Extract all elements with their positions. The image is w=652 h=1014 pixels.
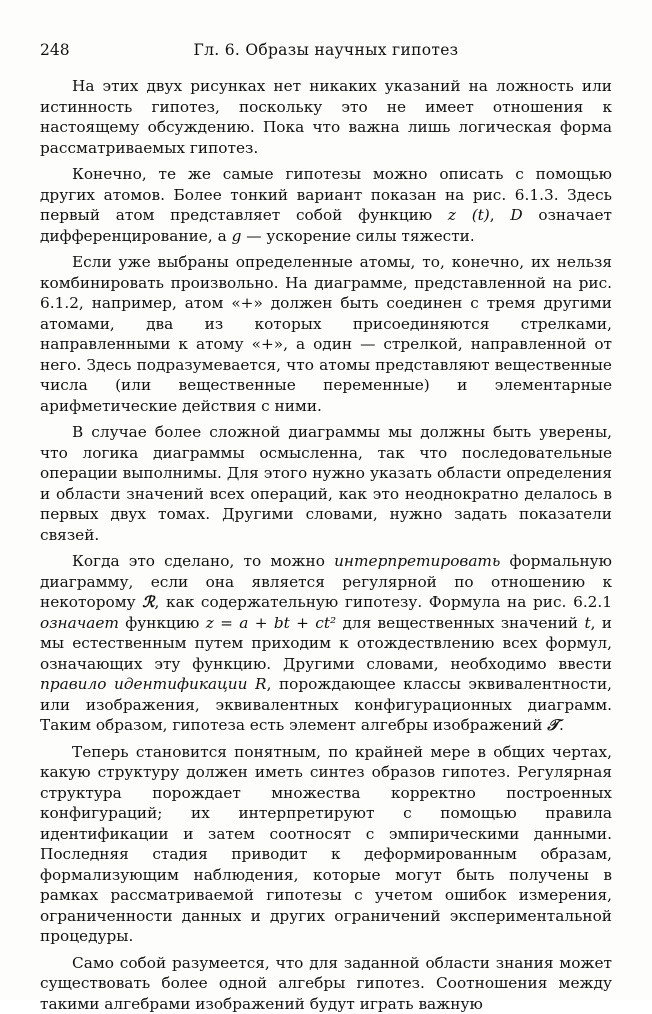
math-d: D xyxy=(510,206,522,224)
paragraph-5-text-3: , как содержательную гипотезу. Формула на рис. 6.2.1 xyxy=(154,593,612,611)
paragraph-3: Если уже выбраны определенные атомы, то, конечно, их нельзя комбинировать произвольно. На диаграмме, представленной на рис. 6.1.2, например, атом «+» должен быть соединен с тремя другими атомами, два из которых присоединяются стрелками, направленными к атому «+», а один — стрелкой, направленной от него. Здесь подразумевается, что атомы представляют вещественные числа (или вещественные переменные) и элементарные арифметические действия с ними. xyxy=(40,252,612,416)
running-title: Гл. 6. Образы научных гипотез xyxy=(40,38,612,62)
paragraph-7: Само собой разумеется, что для заданной области знания может существовать более одной алгебры гипотез. Соотношения между такими алгебрами изображений будут играть важную xyxy=(40,953,612,1014)
paragraph-5-text-7: , порождающее классы эквивалентности, или изображения, эквивалентных конфигурационных диаграмм. Таким образом, гипотеза есть элемент алгебры изображений xyxy=(40,675,612,734)
paragraph-2-text-4: — ускорение силы тяжести. xyxy=(241,227,474,245)
paragraph-2 xyxy=(40,164,612,246)
math-g: g xyxy=(232,227,242,245)
paragraph-5-text-6: , и мы естественным путем приходим к отождествлению всех формул, означающих эту функцию. Другими словами, необходимо ввести xyxy=(40,614,612,673)
page-number: 248 xyxy=(40,38,70,62)
paragraph-2-text-1: Конечно, те же самые гипотезы можно описать с помощью других атомов. Более тонкий вариант показан на рис. 6.1.3. Здесь первый атом представляет собой функцию xyxy=(40,165,612,224)
paragraph-5-text-8: . xyxy=(559,716,564,734)
body-text xyxy=(40,76,612,1014)
paragraph-2-text-3: означает дифференцирование, а xyxy=(40,206,612,245)
script-r-symbol: ℛ xyxy=(142,593,154,611)
paragraph-5-text-4: функцию xyxy=(119,614,206,632)
paragraph-5-text-1: Когда это сделано, то можно xyxy=(72,552,334,570)
math-z-of-t: z (t) xyxy=(448,206,490,224)
math-t: t xyxy=(584,614,590,632)
paragraph-4: В случае более сложной диаграммы мы должны быть уверены, что логика диаграммы осмысленна, так что последовательные операции выполнимы. Для этого нужно указать области определения и области значений всех операций, как это неоднократно делалось в первых двух томах. Другими словами, нужно задать показатели связей. xyxy=(40,422,612,545)
paragraph-5-text-5: для вещественных значений xyxy=(336,614,584,632)
page-header xyxy=(40,38,612,62)
emphasis-interpret: интерпретировать xyxy=(334,552,500,570)
paragraph-1: На этих двух рисунках нет никаких указаний на ложность или истинность гипотез, поскольку это не имеет отношения к настоящему обсуждению. Пока что важна лишь логическая форма рассматриваемых гипотез. xyxy=(40,76,612,158)
emphasis-identification-rule: правило идентификации R xyxy=(40,675,267,693)
emphasis-means: означает xyxy=(40,614,119,632)
formula-quadratic: z = a + bt + ct² xyxy=(206,614,336,632)
script-t-symbol: 𝒯 xyxy=(547,716,559,734)
paragraph-2-text-2: , xyxy=(490,206,511,224)
paragraph-5-text-2: формальную диаграмму, если она является регулярной по отношению к некоторому xyxy=(40,552,612,611)
paragraph-5 xyxy=(40,551,612,736)
paragraph-6: Теперь становится понятным, по крайней мере в общих чертах, какую структуру должен иметь синтез образов гипотез. Регулярная структура порождает множества корректно построенных конфигураций; их интерпретируют с помощью правила идентификации и затем соотносят с эмпирическими данными. Последняя стадия приводит к деформированным образам, формализующим наблюдения, которые могут быть получены в рамках рассматриваемой гипотезы с учетом ошибок измерения, ограниченности данных и других ограничений экспериментальной процедуры. xyxy=(40,742,612,947)
